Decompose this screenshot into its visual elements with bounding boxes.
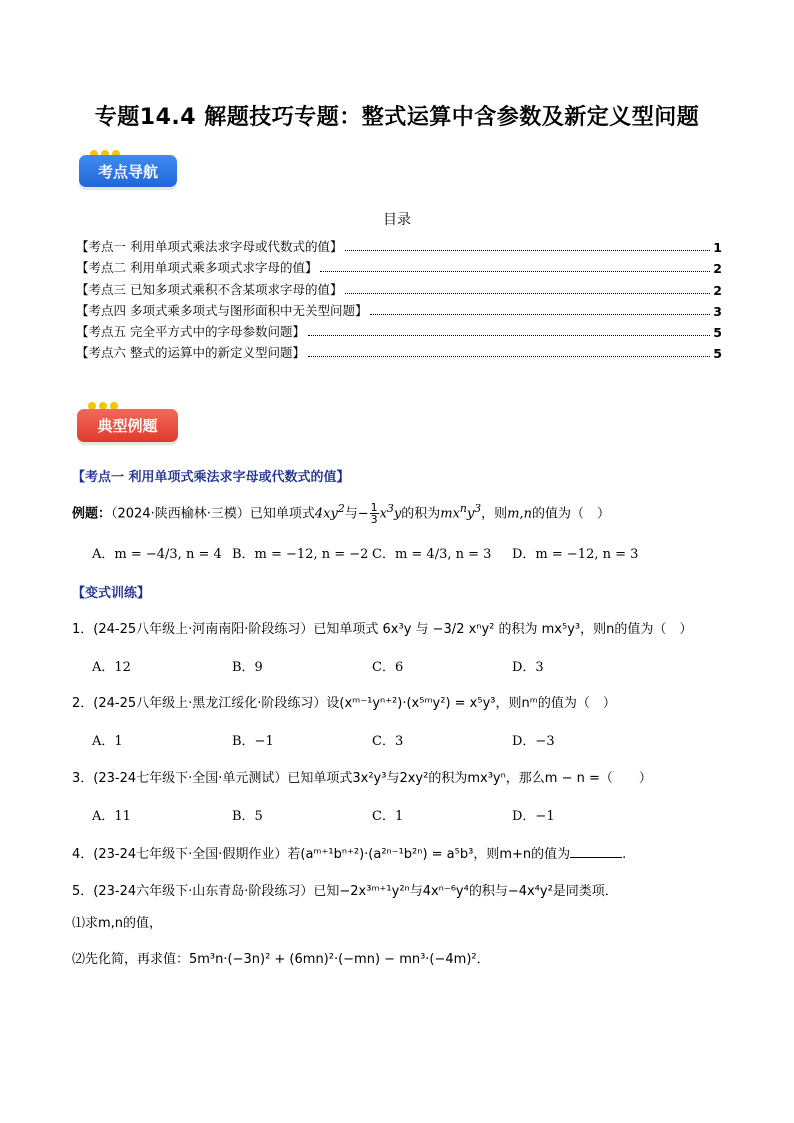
toc-leader — [308, 335, 710, 336]
term-1: 4xy — [314, 506, 338, 522]
product: mx — [440, 506, 460, 522]
toc-item-page: 5 — [713, 324, 722, 340]
option-b[interactable]: B．m = −12, n = −2 — [232, 547, 369, 562]
toc-item[interactable] — [76, 340, 722, 361]
question-1: 1．(24-25八年级上·河南南阳·阶段练习）已知单项式 6x³y 与 −3/2 xⁿy² 的积为 mx⁵y³，则n的值为（ ） — [72, 622, 693, 637]
question-4 — [72, 843, 626, 862]
toc-item[interactable] — [76, 276, 722, 297]
end-2: 的值为（ ） — [532, 506, 611, 522]
practice-heading: 【变式训练】 — [72, 586, 151, 601]
toc-leader — [320, 271, 710, 272]
example-source: （2024·陕西榆林·三模）已知单项式 — [111, 506, 315, 522]
option-c[interactable]: C．6 — [372, 660, 404, 675]
product-exp: n — [459, 502, 467, 515]
toc-item-label: 【考点三 已知多项式乘积不含某项求字母的值】 — [76, 281, 343, 297]
toc-leader — [345, 250, 710, 251]
toc-item-label: 【考点五 完全平方式中的字母参数问题】 — [76, 323, 305, 339]
toc-heading: 目录 — [383, 212, 411, 228]
term-2-exp: 3 — [386, 502, 394, 515]
question-2-options — [92, 730, 652, 749]
frac-den: 3 — [370, 513, 378, 527]
conj-2: 的积为 — [401, 506, 441, 522]
toc-item-label: 【考点一 利用单项式乘法求字母或代数式的值】 — [76, 239, 343, 255]
toc-item-page: 2 — [713, 261, 722, 277]
option-a[interactable]: A．11 — [92, 809, 131, 824]
example-label: 例题： — [72, 506, 112, 522]
question-4-text: 4．(23-24七年级下·全国·假期作业）若(aᵐ⁺¹bⁿ⁺²)·(a²ⁿ⁻¹b²ⁿ) = a⁵b³，则m+n的值为 — [72, 847, 571, 862]
question-5-part-1: ⑴求m,n的值， — [72, 916, 163, 931]
question-3-options — [92, 805, 652, 824]
product-tail: y — [466, 506, 475, 522]
toc-item[interactable] — [76, 298, 722, 319]
option-c[interactable]: C．1 — [372, 809, 404, 824]
toc-item-label: 【考点六 整式的运算中的新定义型问题】 — [76, 345, 305, 361]
frac-num: 1 — [370, 501, 378, 515]
option-b[interactable]: B．5 — [232, 809, 263, 824]
product-tail-exp: 3 — [474, 502, 482, 515]
option-c[interactable]: C．m = 4/3, n = 3 — [372, 547, 492, 562]
toc-item-page: 2 — [713, 282, 722, 298]
option-a[interactable]: A．12 — [92, 660, 131, 675]
example-options — [92, 543, 652, 562]
question-2: 2．(24-25八年级上·黑龙江绥化·阶段练习）设(xᵐ⁻¹yⁿ⁺²)·(x⁵ᵐy²) = x⁵y³，则nᵐ的值为（ ） — [72, 696, 616, 711]
toc-item-page: 1 — [713, 240, 722, 256]
question-5-part-2: ⑵先化简，再求值：5m³n·(−3n)² + (6mn)²·(−mn) − mn³·(−4m)²． — [72, 952, 490, 967]
option-b[interactable]: B．−1 — [232, 734, 274, 749]
option-d[interactable]: D．−3 — [512, 734, 555, 749]
nav-badge: 考点导航 — [79, 155, 177, 187]
toc-item-page: 5 — [713, 346, 722, 362]
option-a[interactable]: A．m = −4/3, n = 4 — [92, 547, 222, 562]
option-a[interactable]: A．1 — [92, 734, 123, 749]
toc-item[interactable] — [76, 319, 722, 340]
question-1-options — [92, 656, 652, 675]
toc-leader — [370, 314, 710, 315]
option-d[interactable]: D．m = −12, n = 3 — [512, 547, 639, 562]
toc-leader — [345, 293, 710, 294]
question-4-tail: . — [622, 847, 627, 862]
page-title: 专题14.4 解题技巧专题：整式运算中含参数及新定义型问题 — [94, 105, 700, 130]
answer-blank[interactable] — [570, 857, 622, 858]
term-2-tail: y — [393, 506, 402, 522]
question-5: 5．(23-24六年级下·山东青岛·阶段练习）已知−2x³ᵐ⁺¹y²ⁿ与4xⁿ⁻⁶y⁴的积与−4x⁴y²是同类项． — [72, 884, 618, 899]
vars: m,n — [507, 506, 533, 522]
toc-item-page: 3 — [713, 303, 722, 319]
toc-item[interactable] — [76, 234, 722, 255]
table-of-contents — [76, 234, 722, 361]
conj: 与 — [344, 506, 358, 522]
option-d[interactable]: D．−1 — [512, 809, 555, 824]
term-1-exp: 2 — [337, 502, 345, 515]
toc-leader — [308, 356, 710, 357]
option-c[interactable]: C．3 — [372, 734, 404, 749]
toc-item-label: 【考点二 利用单项式乘多项式求字母的值】 — [76, 260, 318, 276]
example-problem: 例题：（2024·陕西榆林·三模）已知单项式$4xy^2$与− $\frac{1}{3}$ $x^3y$的积为$mx^ny^3$，则m,n的值为（ ） — [72, 501, 611, 527]
toc-item[interactable] — [76, 255, 722, 276]
section-heading: 【考点一 利用单项式乘法求字母或代数式的值】 — [72, 470, 350, 485]
term-2: x — [379, 506, 387, 522]
end: ，则 — [481, 506, 508, 522]
toc-item-label: 【考点四 多项式乘多项式与图形面积中无关型问题】 — [76, 302, 368, 318]
fraction — [370, 502, 379, 525]
examples-badge: 典型例题 — [77, 409, 178, 442]
question-3: 3．(23-24七年级下·全国·单元测试）已知单项式3x²y³与2xy²的积为mx³yⁿ，那么m − n =（ ） — [72, 771, 652, 786]
option-d[interactable]: D．3 — [512, 660, 544, 675]
option-b[interactable]: B．9 — [232, 660, 263, 675]
